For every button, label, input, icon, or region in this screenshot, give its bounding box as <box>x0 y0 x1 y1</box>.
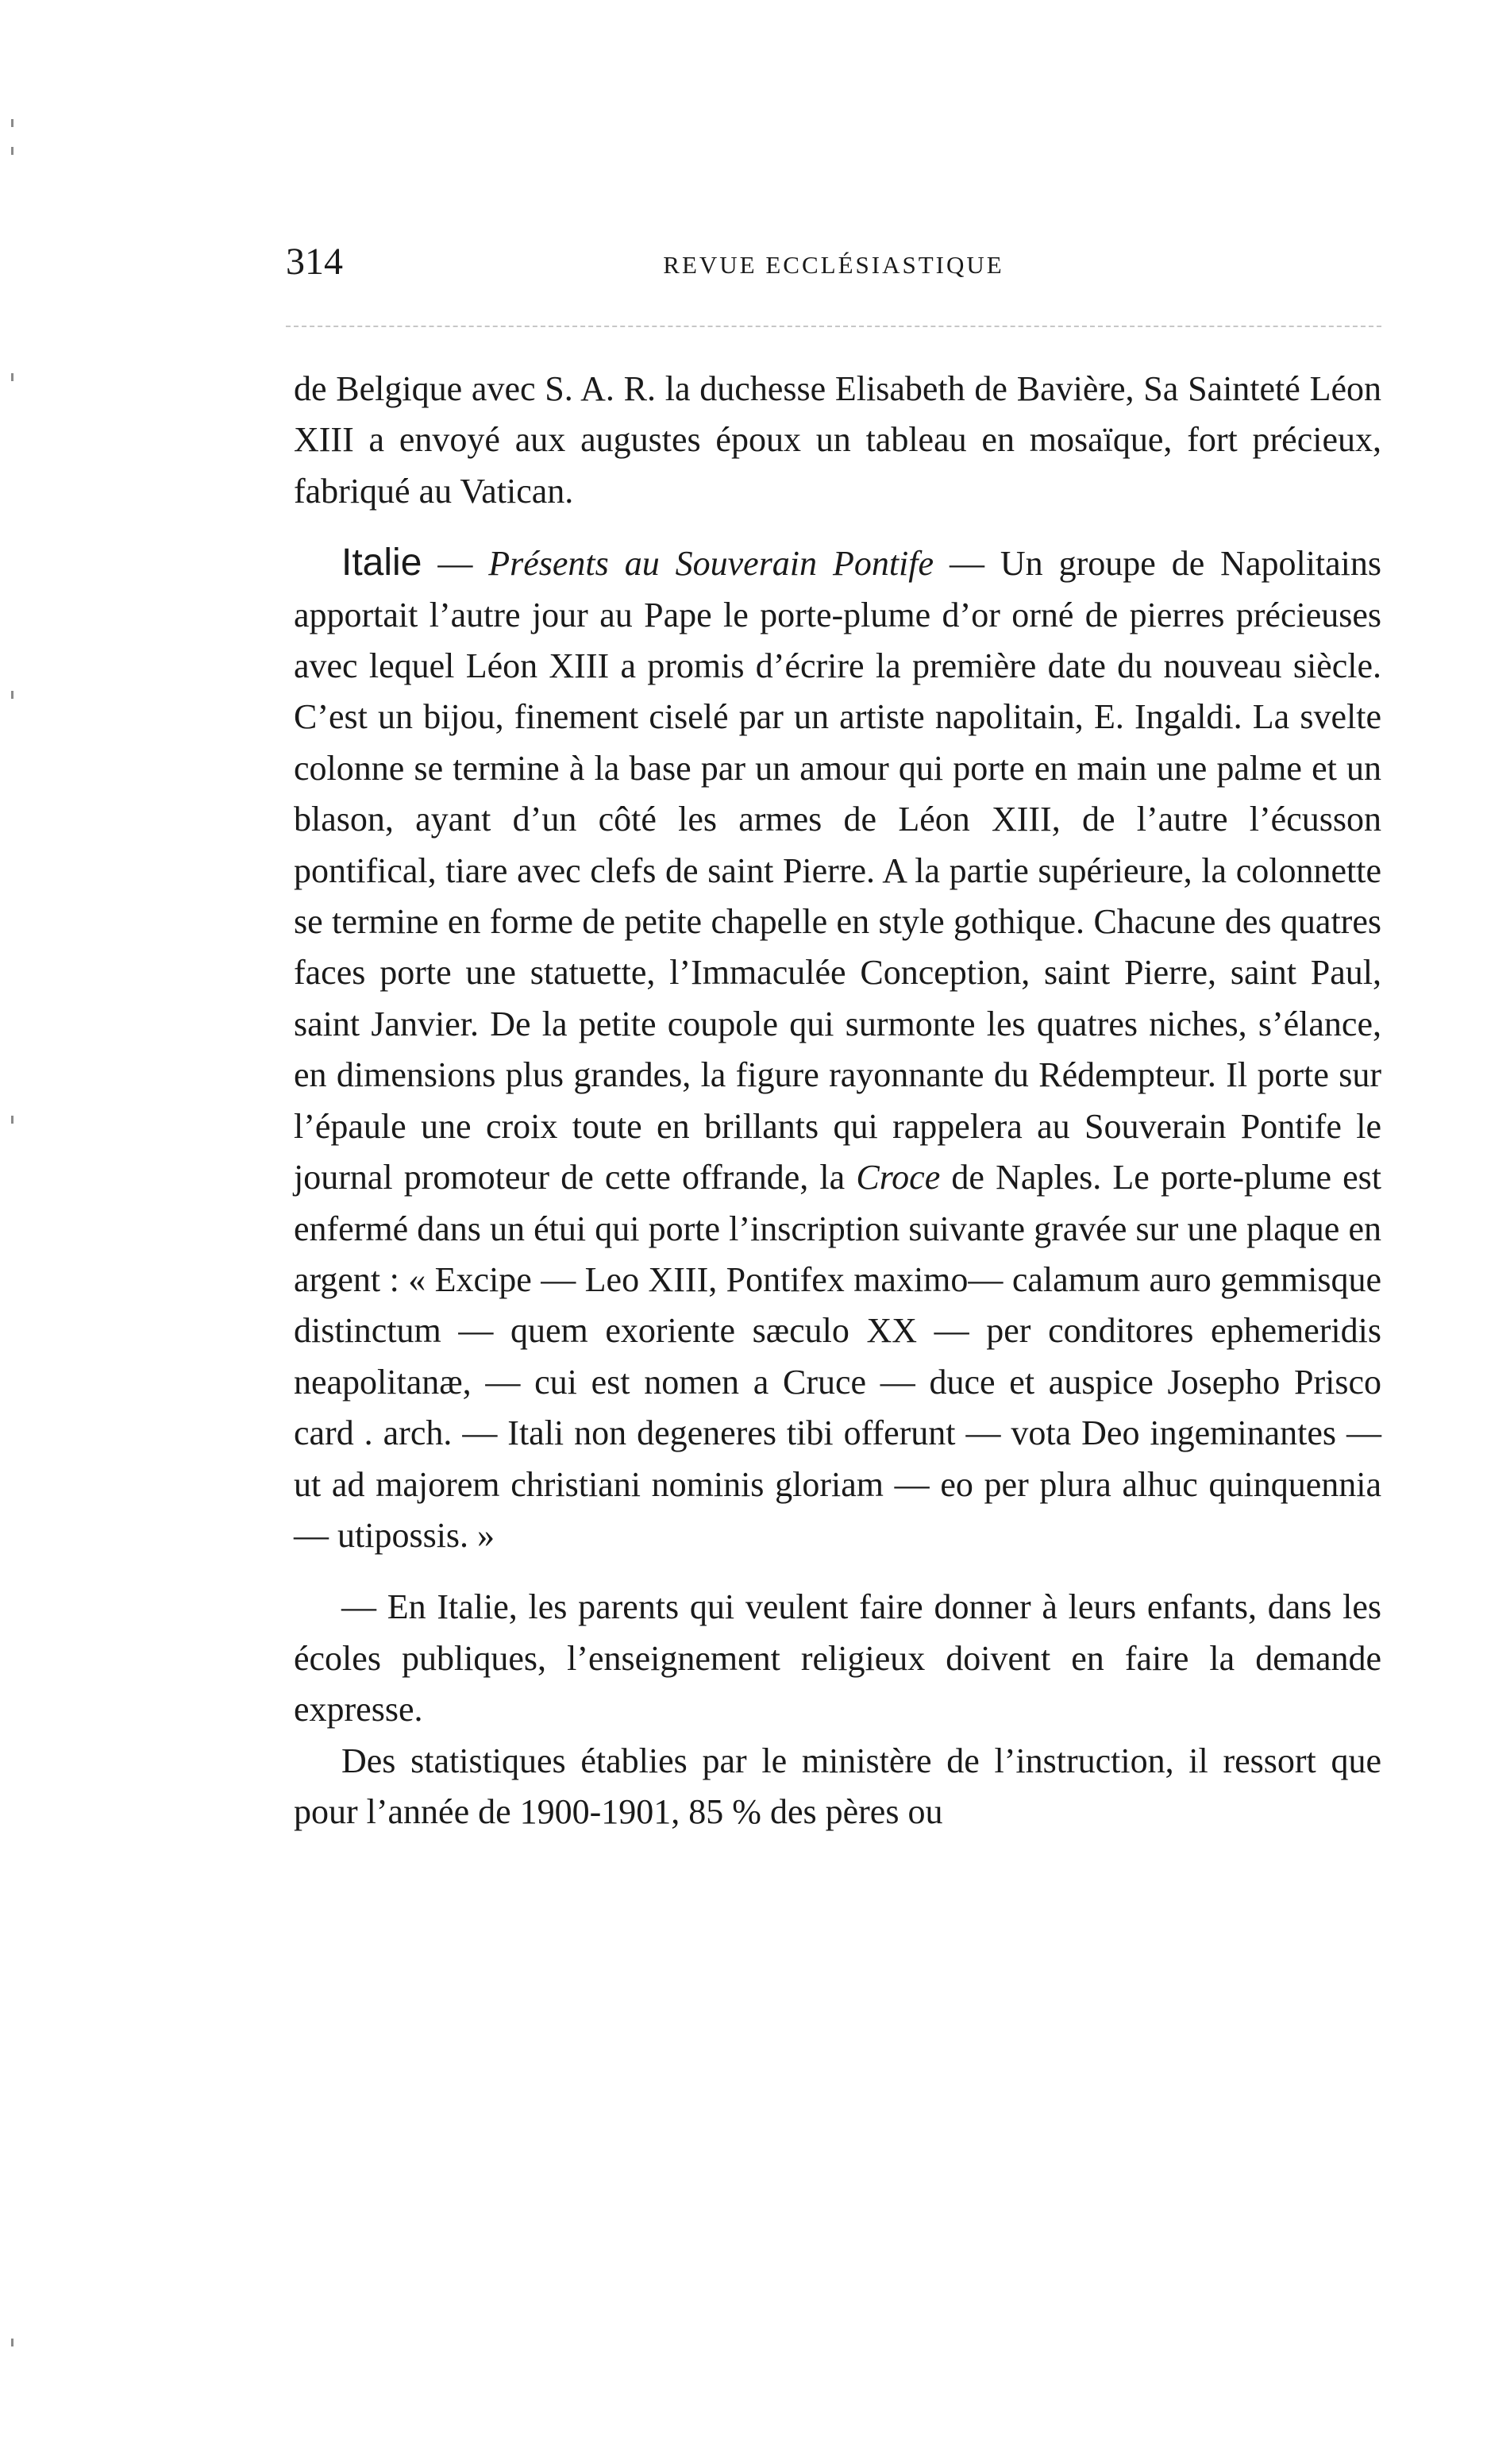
margin-mark <box>11 2339 13 2346</box>
paragraph-italie: Italie — Présents au Souverain Pontife — Un groupe de Napolitains apportait l’autre jour au Pape le porte-plume d’or orné de pierres précieuses avec lequel Léon XIII a promis d’écrire la première date du nouveau siècle. C’est un bijou, finement ciselé par un artiste napolitain, E. Ingaldi. La svelte colonne se termine à la base par un amour qui porte en main une palme et un blason, ayant d’un côté les armes de Léon XIII, de l’autre l’écusson pontifical, tiare avec clefs de saint Pierre. A la partie supérieure, la colonnette se termine en forme de petite chapelle en style gothique. Chacune des quatres faces porte une statuette, l’Immaculée Conception, saint Pierre, saint Paul, saint Janvier. De la petite coupole qui surmonte les quatres niches, s’élance, en dimensions plus grandes, la figure rayonnante du Rédempteur. Il porte sur l’épaule une croix toute en brillants qui rappelera au Souverain Pontife le journal promoteur de cette offrande, la Croce de Naples. Le porte-plume est enfermé dans un étui qui porte l’inscription suivante gravée sur une plaque en argent : « Excipe — Leo XIII, Pontifex maximo— calamum auro gemmisque distinctum — quem exoriente sæculo XX — per conditores ephemeridis neapolitanæ, — cui est nomen a Cruce — duce et auspice Josepho Prisco card . arch. — Itali non degeneres tibi offerunt — vota Deo ingeminantes — ut ad majorem christiani nominis gloriam — eo per plura alhuc quinquennia — utipossis. » <box>294 542 1382 1555</box>
newspaper-title: Croce <box>856 1158 941 1197</box>
section-subtitle: Présents au Souverain Pontife <box>488 544 934 584</box>
margin-mark <box>11 1116 13 1124</box>
paragraph-text-end: de Naples. Le porte-plume est enfermé dans un étui qui porte l’inscription suivante gravée sur une plaque en argent : « Excipe — Leo XIII, Pontifex maximo— calamum auro gemmisque distinctum — quem exoriente sæculo XX — per conditores ephemeridis neapolitanæ, — cui est nomen a Cruce — duce et auspice Josepho Prisco card . arch. — Itali non degeneres tibi offerunt — vota Deo ingeminantes — ut ad majorem christiani nominis gloriam — eo per plura alhuc quinquennia — utipossis. » <box>294 1158 1382 1555</box>
margin-mark <box>11 691 13 699</box>
body-text <box>294 364 1381 1837</box>
paragraph-continuation: de Belgique avec S. A. R. la duchesse Elisabeth de Bavière, Sa Sainteté Léon XIII a envoyé aux augustes époux un tableau en mosaïque, fort précieux, fabriqué au Vatican. <box>294 369 1381 511</box>
page-header <box>286 238 1381 294</box>
margin-mark <box>11 119 13 127</box>
section-title: Italie <box>341 542 422 584</box>
running-head: REVUE ECCLÉSIASTIQUE <box>663 251 1004 279</box>
paragraph-text: Un groupe de Napolitains apportait l’autre jour au Pape le porte-plume d’or orné de pierres précieuses avec lequel Léon XIII a promis d’écrire la première date du nouveau siècle. C’est un bijou, finement ciselé par un artiste napolitain, E. Ingaldi. La svelte colonne se termine à la base par un amour qui porte en main une palme et un blason, ayant d’un côté les armes de Léon XIII, de l’autre l’écusson pontifical, tiare avec clefs de saint Pierre. A la partie supérieure, la colonnette se termine en forme de petite chapelle en style gothique. Chacune des quatres faces porte une statuette, l’Immaculée Conception, saint Pierre, saint Paul, saint Janvier. De la petite coupole qui surmonte les quatres niches, s’élance, en dimensions plus grandes, la figure rayonnante du Rédempteur. Il porte sur l’épaule une croix toute en brillants qui rappelera au Souverain Pontife le journal promoteur de cette offrande, la <box>294 544 1382 1197</box>
paragraph-enseignement: — En Italie, les parents qui veulent faire donner à leurs enfants, dans les écoles publiques, l’enseignement religieux doivent en faire la demande expresse. <box>294 1587 1381 1729</box>
header-rule <box>286 326 1381 327</box>
page-number: 314 <box>286 241 343 283</box>
margin-mark <box>11 373 13 381</box>
paragraph-statistiques: Des statistiques établies par le ministère de l’instruction, il ressort que pour l’année de 1900-1901, 85 % des pères ou <box>294 1741 1381 1831</box>
margin-mark <box>11 147 13 155</box>
